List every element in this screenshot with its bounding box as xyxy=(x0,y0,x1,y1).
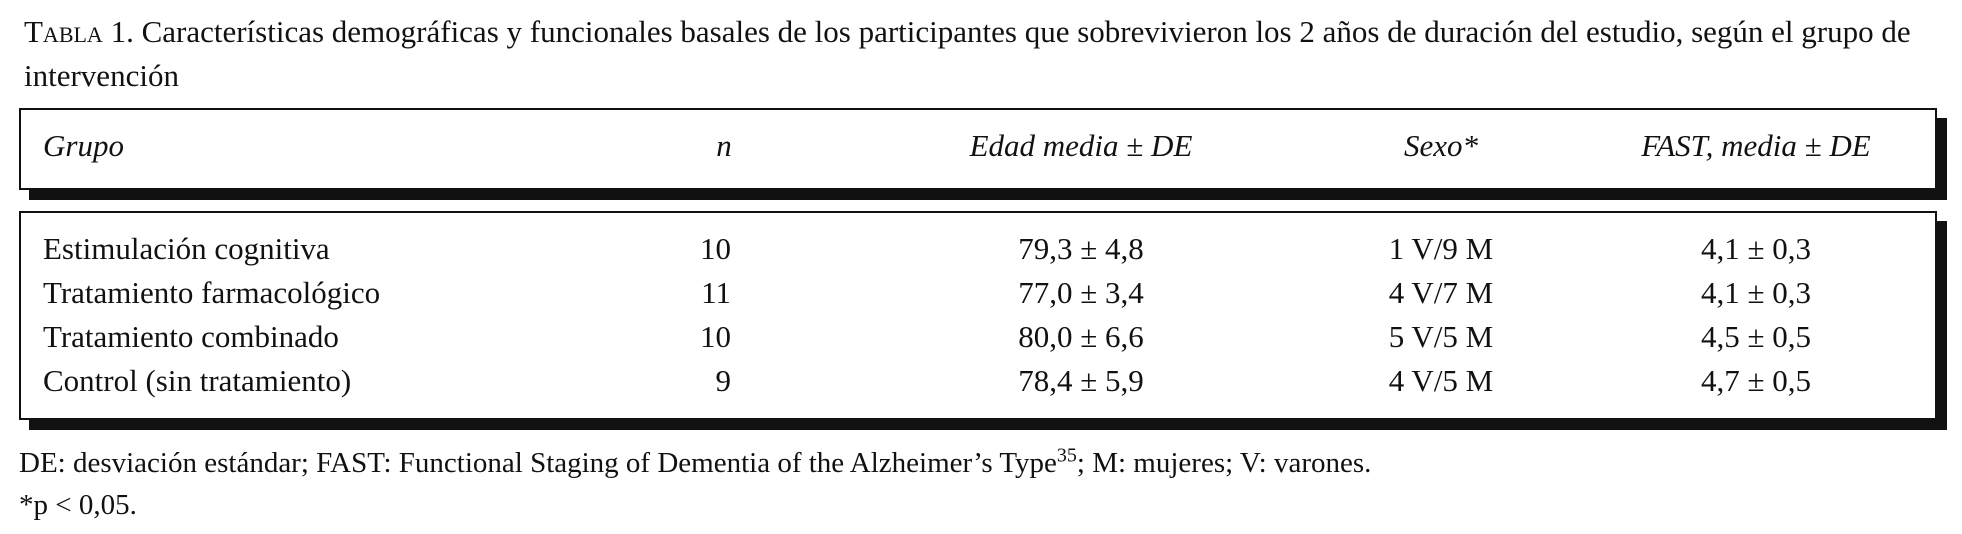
cell-sexo: 4 V/7 M xyxy=(1388,275,1494,310)
cell-sexo: 5 V/5 M xyxy=(1388,319,1494,354)
table-body-box xyxy=(19,211,1937,420)
footnote-text: DE: desviación estándar; FAST: Functional Staging of Dementia of the Alzheimer’s Type xyxy=(19,447,1057,479)
table-caption xyxy=(24,10,1934,98)
reference-number: 35 xyxy=(1056,444,1077,467)
footnote-text-end: ; M: mujeres; V: varones. xyxy=(1076,447,1372,479)
cell-edad: 79,3 ± 4,8 xyxy=(1018,231,1144,266)
cell-grupo: Estimulación cognitiva xyxy=(43,231,330,266)
footnote-abbreviations xyxy=(19,443,1929,483)
cell-grupo: Control (sin tratamiento) xyxy=(43,363,352,398)
cell-sexo: 4 V/5 M xyxy=(1388,363,1494,398)
table-row xyxy=(21,271,1935,315)
cell-fast: 4,1 ± 0,3 xyxy=(1700,275,1811,310)
cell-grupo: Tratamiento farmacológico xyxy=(43,275,381,310)
cell-n: 9 xyxy=(715,363,731,398)
cell-n: 10 xyxy=(700,319,731,354)
cell-fast: 4,7 ± 0,5 xyxy=(1700,363,1811,398)
header-grupo: Grupo xyxy=(43,128,124,163)
table-title: Características demográficas y funcionales basales de los participantes que sobrevivieron los 2 años de duración del estudio, según el grupo de intervención xyxy=(24,14,1911,93)
cell-n: 11 xyxy=(701,275,731,310)
cell-sexo: 1 V/9 M xyxy=(1388,231,1494,266)
table-row xyxy=(21,315,1935,359)
cell-edad: 77,0 ± 3,4 xyxy=(1018,275,1144,310)
header-sexo: Sexo* xyxy=(1403,128,1479,163)
table-label: Tabla 1. xyxy=(24,14,134,49)
header-n: n xyxy=(716,128,732,163)
cell-edad: 80,0 ± 6,6 xyxy=(1018,319,1144,354)
cell-fast: 4,1 ± 0,3 xyxy=(1700,231,1811,266)
cell-fast: 4,5 ± 0,5 xyxy=(1700,319,1811,354)
cell-grupo: Tratamiento combinado xyxy=(43,319,339,354)
table-row xyxy=(21,359,1935,403)
header-fast: FAST, media ± DE xyxy=(1641,128,1871,163)
cell-n: 10 xyxy=(700,231,731,266)
table-row xyxy=(21,227,1935,271)
cell-edad: 78,4 ± 5,9 xyxy=(1018,363,1144,398)
footnote-significance: *p < 0,05. xyxy=(19,489,137,521)
table-header-box xyxy=(19,108,1937,190)
header-edad: Edad media ± DE xyxy=(969,128,1193,163)
